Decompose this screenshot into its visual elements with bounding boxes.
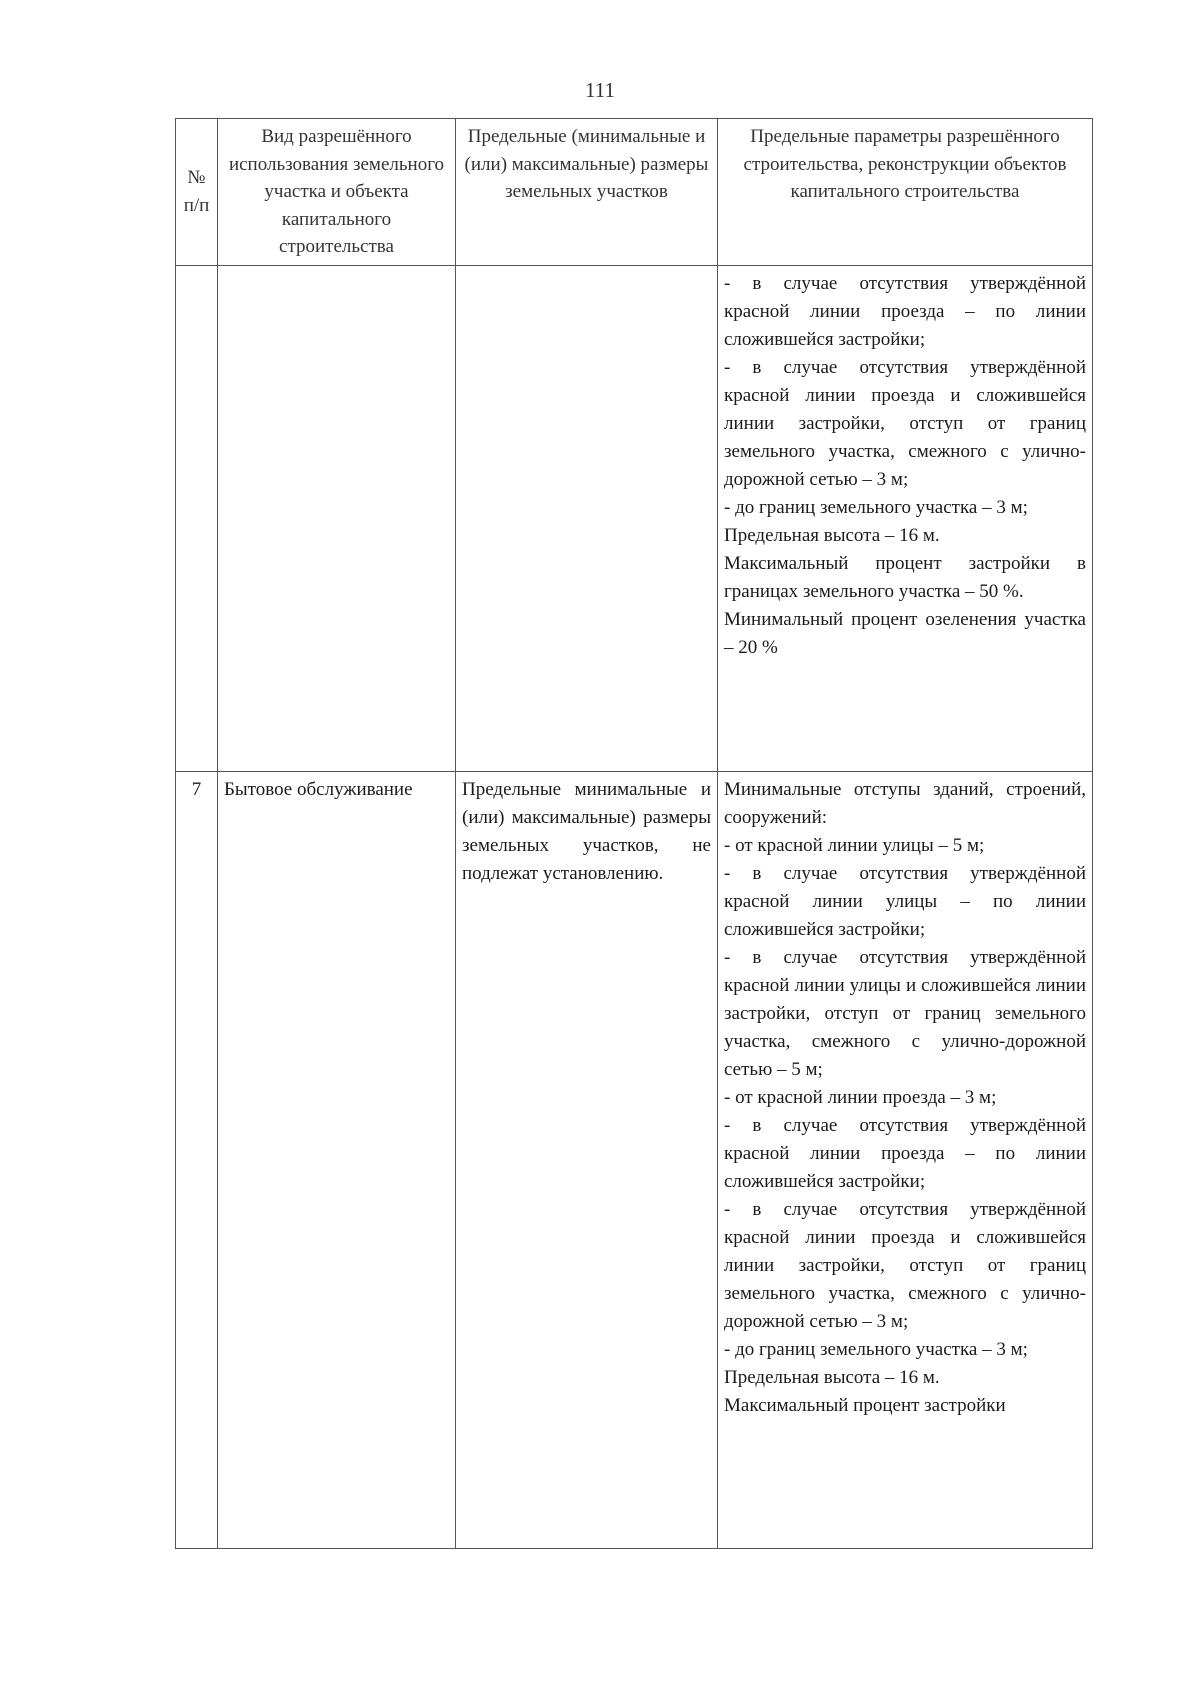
build-params-cell [718,265,1093,771]
page-number: 111 [585,78,615,102]
header-plot-size: Предельные (минимальные и (или) максимальные) размеры земельных участков [456,119,718,266]
table-row [176,265,1093,771]
param-line: - в случае отсутствия утверждённой красной линии проезда и сложившейся линии застройки, отступ от границ земельного участка, смежного с улично-дорожной сетью – 3 м; [724,1198,1086,1332]
param-line: - в случае отсутствия утверждённой красной линии проезда – по линии сложившейся застройки; [724,1114,1086,1192]
param-line: - в случае отсутствия утверждённой красной линии проезда – по линии сложившейся застройки; [724,272,1086,350]
param-line: - в случае отсутствия утверждённой красной линии улицы – по линии сложившейся застройки; [724,862,1086,940]
use-type-cell: Бытовое обслуживание [218,771,456,1548]
row-number: 7 [176,771,218,1548]
param-line: Предельная высота – 16 м. [724,524,940,546]
param-line: - до границ земельного участка – 3 м; [724,1338,1028,1360]
param-line: - от красной линии проезда – 3 м; [724,1086,997,1108]
param-line: Предельная высота – 16 м. [724,1366,940,1388]
param-line: - в случае отсутствия утверждённой красной линии улицы и сложившейся линии застройки, отступ от границ земельного участка, смежного с улично-дорожной сетью – 5 м; [724,946,1086,1080]
param-line: Минимальный процент озеленения участка – 20 % [724,608,1086,658]
build-params-cell [718,771,1093,1548]
table-row [176,771,1093,1548]
header-build-params: Предельные параметры разрешённого строительства, реконструкции объектов капитального строительства [718,119,1093,266]
row-number [176,265,218,771]
header-num: № п/п [176,119,218,266]
param-line: - от красной линии улицы – 5 м; [724,834,985,856]
param-line: Максимальный процент застройки в границах земельного участка – 50 %. [724,552,1086,602]
param-line: Максимальный процент застройки [724,1394,1006,1416]
param-line: - в случае отсутствия утверждённой красной линии проезда и сложившейся линии застройки, отступ от границ земельного участка, смежного с улично-дорожной сетью – 3 м; [724,356,1086,490]
param-line: Минимальные отступы зданий, строений, сооружений: [724,778,1086,828]
header-use-type: Вид разрешённого использования земельного участка и объекта капитального строительства [218,119,456,266]
table-header-row [176,119,1093,266]
use-type-cell [218,265,456,771]
plot-size-cell: Предельные минимальные и (или) максимальные) размеры земельных участков, не подлежат установлению. [456,771,718,1548]
zoning-parameters-table [175,118,1093,1549]
param-line: - до границ земельного участка – 3 м; [724,496,1028,518]
plot-size-cell [456,265,718,771]
